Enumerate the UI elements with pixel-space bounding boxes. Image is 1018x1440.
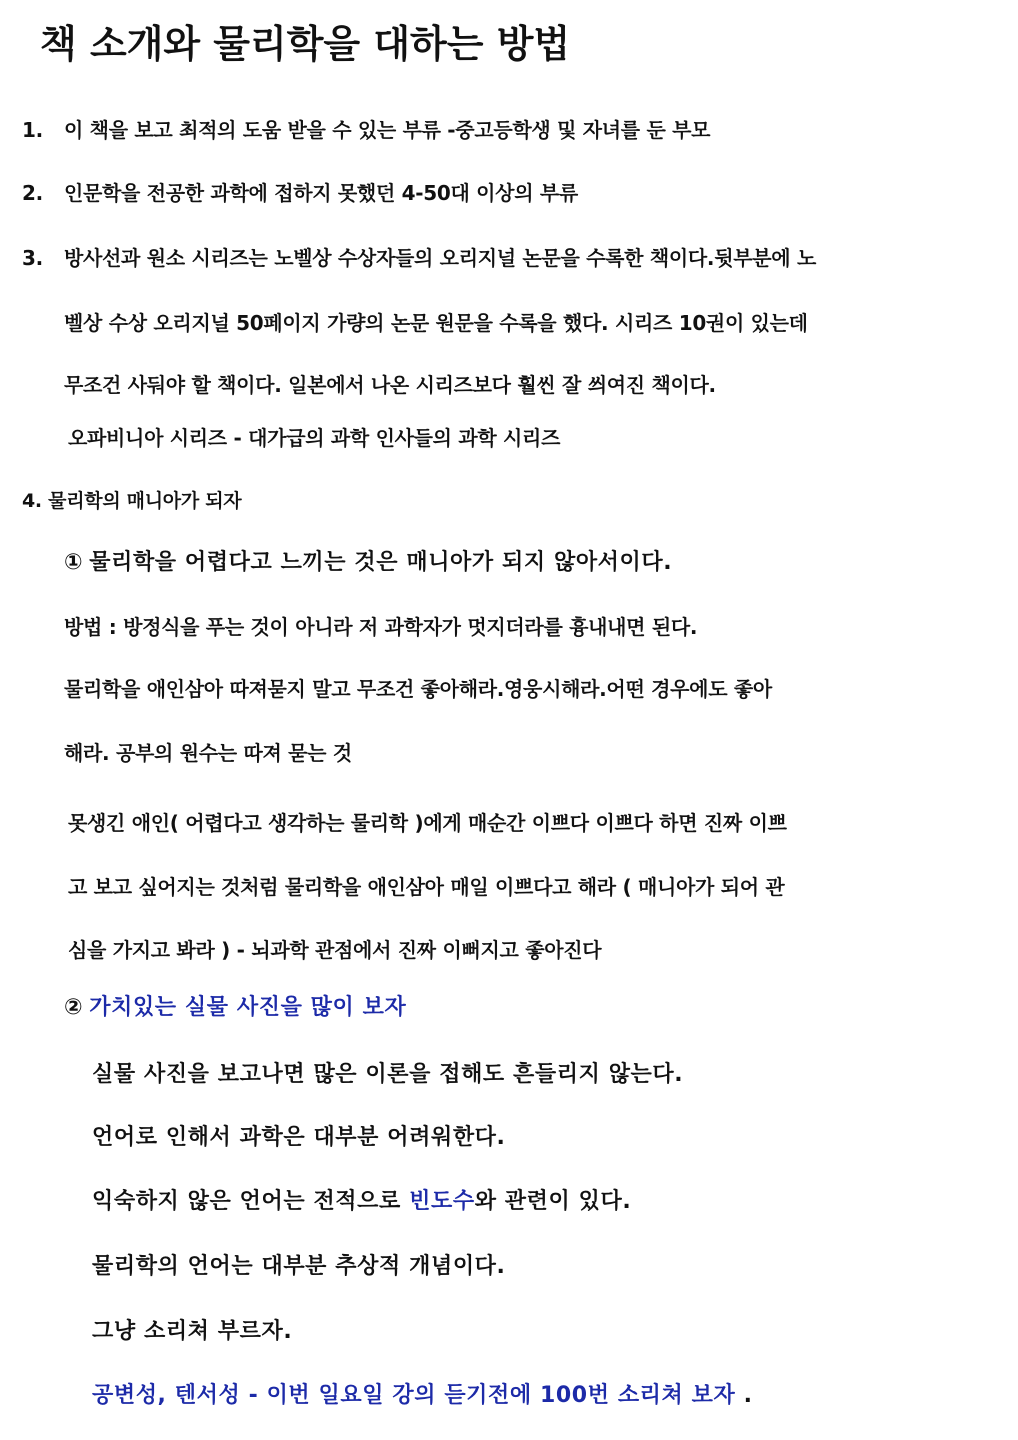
list-item-4: 4. 물리학의 매니아가 되자 bbox=[22, 490, 242, 512]
item-text: 이 책을 보고 최적의 도움 받을 수 있는 부류 -중고등학생 및 자녀를 둔 부모 bbox=[64, 118, 711, 142]
sub1-line: 해라. 공부의 원수는 따져 묻는 것 bbox=[64, 741, 352, 765]
line-text: 익숙하지 않은 언어는 전적으로 bbox=[92, 1189, 410, 1214]
sub2-line: 언어로 인해서 과학은 대부분 어려워한다. bbox=[92, 1125, 506, 1150]
list-item-3-continuation: 벨상 수상 오리지널 50페이지 가량의 논문 원문을 수록을 했다. 시리즈 10권이 있는데 bbox=[64, 311, 808, 335]
sub1-line: 못생긴 애인( 어렵다고 생각하는 물리학 )에게 매순간 이쁘다 이쁘다 하면 진짜 이쁘 bbox=[68, 811, 787, 835]
sub2-line bbox=[92, 1383, 753, 1409]
sub1-heading bbox=[64, 550, 672, 576]
page-title: 책 소개와 물리학을 대하는 방법 bbox=[40, 22, 571, 66]
sub2-line: 실물 사진을 보고나면 많은 이론을 접해도 흔들리지 않는다. bbox=[92, 1062, 684, 1087]
highlight-text: 빈도수 bbox=[409, 1189, 475, 1214]
list-item-3-continuation: 오파비니아 시리즈 - 대가급의 과학 인사들의 과학 시리즈 bbox=[68, 426, 561, 450]
line-text: . bbox=[735, 1383, 753, 1408]
sub1-line: 심을 가지고 봐라 ) - 뇌과학 관점에서 진짜 이뻐지고 좋아진다 bbox=[68, 938, 602, 962]
item-number: 3. bbox=[22, 246, 43, 270]
line-text: 와 관련이 있다. bbox=[474, 1189, 632, 1214]
sub2-heading-text: 가치있는 실물 사진을 많이 보자 bbox=[89, 995, 407, 1020]
item-number: 2. bbox=[22, 181, 43, 205]
sub2-line: 그냥 소리쳐 부르자. bbox=[92, 1319, 293, 1344]
list-item-3-continuation: 무조건 사둬야 할 책이다. 일본에서 나온 시리즈보다 훨씬 잘 씌여진 책이다. bbox=[64, 373, 716, 397]
item-number: 1. bbox=[22, 118, 43, 142]
item-text: 인문학을 전공한 과학에 접하지 못했던 4-50대 이상의 부류 bbox=[64, 181, 578, 205]
item-text: 방사선과 원소 시리즈는 노벨상 수상자들의 오리지널 논문을 수록한 책이다.뒷부분에 노 bbox=[64, 246, 816, 270]
sub2-line: 물리학의 언어는 대부분 추상적 개념이다. bbox=[92, 1254, 506, 1279]
circled-number-marker: ② bbox=[64, 995, 84, 1020]
list-item-3 bbox=[22, 246, 816, 270]
sub1-heading-text: 물리학을 어렵다고 느끼는 것은 매니아가 되지 않아서이다. bbox=[89, 550, 673, 575]
sub2-line bbox=[92, 1189, 631, 1215]
circled-number-marker: ① bbox=[64, 550, 84, 575]
sub1-line: 방법 : 방정식을 푸는 것이 아니라 저 과학자가 멋지더라를 흉내내면 된다. bbox=[64, 615, 698, 639]
sub2-heading bbox=[64, 995, 406, 1021]
list-item-2 bbox=[22, 181, 578, 205]
sub1-line: 물리학을 애인삼아 따져묻지 말고 무조건 좋아해라.영웅시해라.어떤 경우에도 좋아 bbox=[64, 677, 772, 701]
list-item-1 bbox=[22, 118, 710, 142]
sub1-line: 고 보고 싶어지는 것처럼 물리학을 애인삼아 매일 이쁘다고 해라 ( 매니아가 되어 관 bbox=[68, 875, 785, 899]
highlight-text: 공변성, 텐서성 - 이번 일요일 강의 듣기전에 100번 소리쳐 보자 bbox=[92, 1383, 736, 1408]
